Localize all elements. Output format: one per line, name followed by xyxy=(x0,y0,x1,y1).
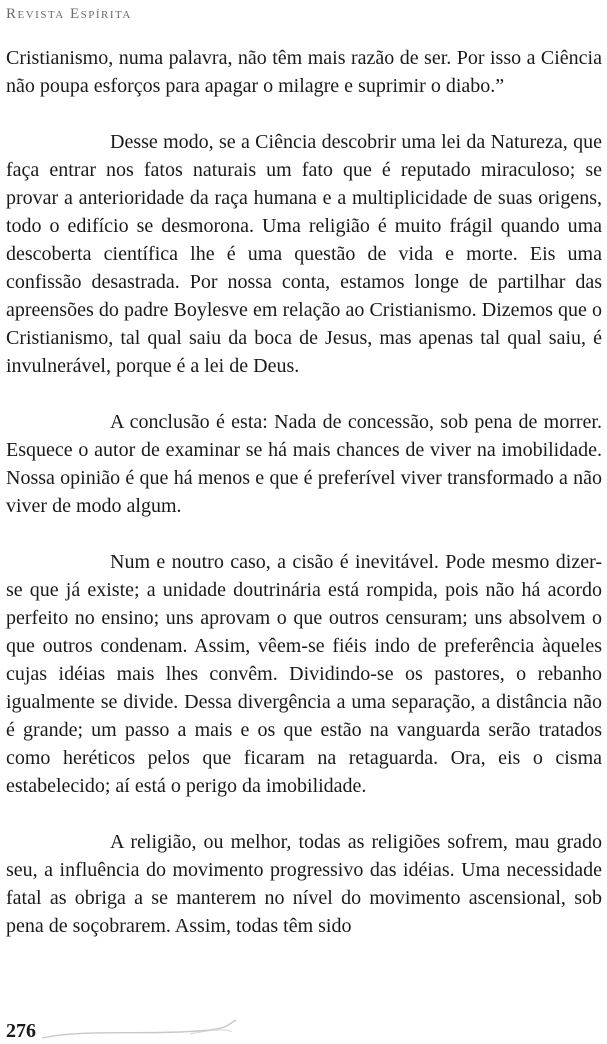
running-head: Revista Espírita xyxy=(6,6,132,22)
paragraph: A religião, ou melhor, todas as religiões sofrem, mau grado seu, a influência do movimento progressivo das idéias. Uma necessidade fatal as obriga a se manterem no nível do movimento ascensional, sob pena de soçobrarem. Assim, todas têm sido xyxy=(6,831,602,937)
paragraph: A conclusão é esta: Nada de concessão, sob pena de morrer. Esquece o autor de examinar se há mais chances de viver na imobilidade. Nossa opinião é que há menos e que é preferível viver transformado a não viver de modo algum. xyxy=(6,411,602,517)
body-text xyxy=(6,44,602,940)
paragraph: Num e noutro caso, a cisão é inevitável. Pode mesmo dizer-se que já existe; a unidade doutrinária está rompida, pois não há acordo perfeito no ensino; uns aprovam o que outros censuram; uns absolvem o que outros condenam. Assim, vêem-se fiéis indo de preferência àqueles cujas idéias mais lhes convêm. Dividindo-se os pastores, o rebanho igualmente se divide. Dessa divergência a uma separação, a distância não é grande; um passo a mais e os que estão na vanguarda serão tratados como heréticos pelos que ficaram na retaguarda. Ora, eis o cisma estabelecido; aí está o perigo da imobilidade. xyxy=(6,551,602,797)
page-flourish-icon xyxy=(40,1012,240,1042)
paragraph-continuation: Cristianismo, numa palavra, não têm mais razão de ser. Por isso a Ciência não poupa esforços para apagar o milagre e suprimir o diabo.” xyxy=(6,47,602,97)
page-number: 276 xyxy=(6,1020,36,1042)
paragraph: Desse modo, se a Ciência descobrir uma lei da Natureza, que faça entrar nos fatos naturais um fato que é reputado miraculoso; se provar a anterioridade da raça humana e a multiplicidade de suas origens, todo o edifício se desmorona. Uma religião é muito frágil quando uma descoberta científica lhe é uma questão de vida e morte. Eis uma confissão desastrada. Por nossa conta, estamos longe de partilhar das apreensões do padre Boylesve em relação ao Cristianismo. Dizemos que o Cristianismo, tal qual saiu da boca de Jesus, mas apenas tal qual saiu, é invulnerável, porque é a lei de Deus. xyxy=(6,131,602,377)
